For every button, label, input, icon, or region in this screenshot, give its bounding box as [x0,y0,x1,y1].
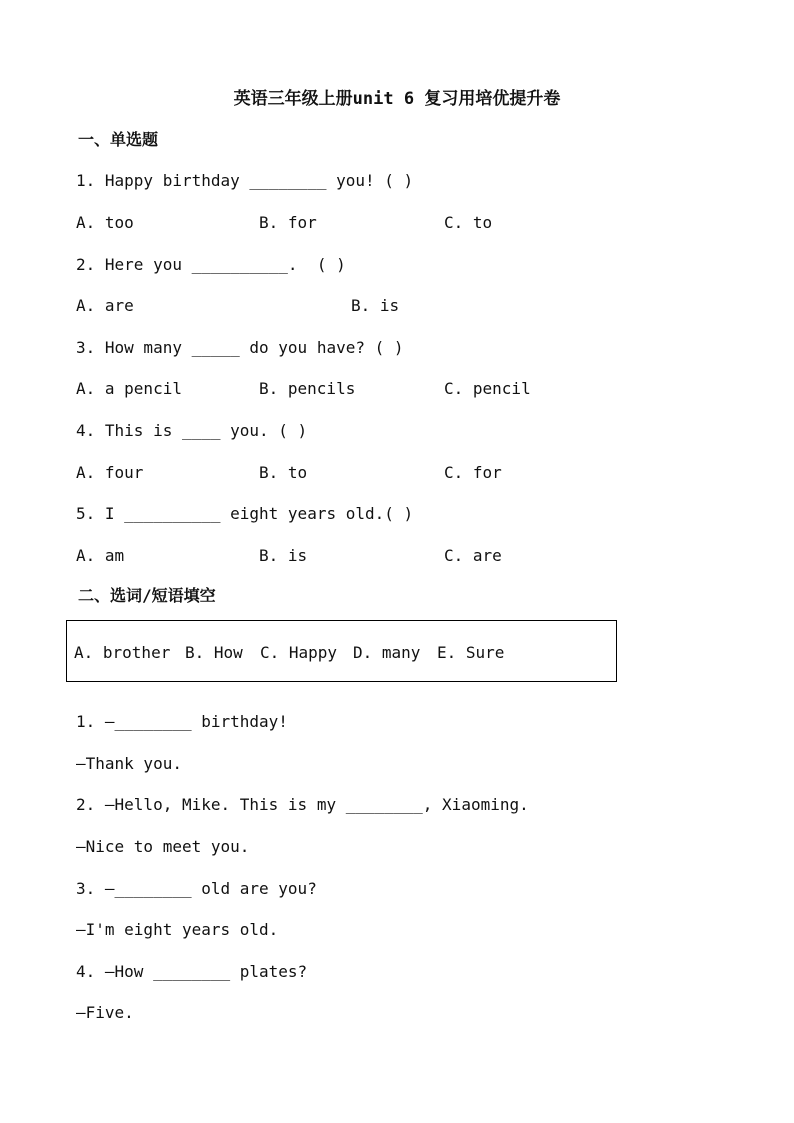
question-stem: 1. Happy birthday ________ you! ( ) [76,171,414,190]
option: B. is [259,546,308,565]
word-bank-item: B. How [185,643,243,662]
option: B. to [259,463,308,482]
option: A. am [76,546,125,565]
option: C. for [444,463,502,482]
word-bank-item: A. brother [74,643,171,662]
option: B. pencils [259,379,356,398]
word-bank-item: E. Sure [437,643,505,662]
question-stem: 3. How many _____ do you have? ( ) [76,338,404,357]
word-bank-item: C. Happy [260,643,338,662]
option: C. are [444,546,502,565]
section-heading-fill-in: 二、选词/短语填空 [78,586,216,605]
question-stem: 5. I __________ eight years old.( ) [76,504,414,523]
option: B. is [351,296,400,315]
fill-in-line: 2. —Hello, Mike. This is my ________, Xiaoming. [76,795,529,814]
word-bank-box [66,620,617,682]
section-heading-single-choice: 一、单选题 [78,130,159,149]
option: C. pencil [444,379,531,398]
fill-in-line: —Thank you. [76,754,182,773]
option: A. four [76,463,144,482]
option: A. are [76,296,134,315]
option: C. to [444,213,493,232]
fill-in-line: 4. —How ________ plates? [76,962,308,981]
fill-in-line: —Nice to meet you. [76,837,250,856]
question-stem: 4. This is ____ you. ( ) [76,421,308,440]
fill-in-line: —I'm eight years old. [76,920,279,939]
fill-in-line: 3. —________ old are you? [76,879,317,898]
option: A. too [76,213,134,232]
question-stem: 2. Here you __________. ( ) [76,255,346,274]
option: B. for [259,213,317,232]
word-bank-item: D. many [353,643,421,662]
option: A. a pencil [76,379,182,398]
fill-in-line: 1. —________ birthday! [76,712,288,731]
page-title: 英语三年级上册unit 6 复习用培优提升卷 [233,89,561,109]
fill-in-line: —Five. [76,1003,134,1022]
